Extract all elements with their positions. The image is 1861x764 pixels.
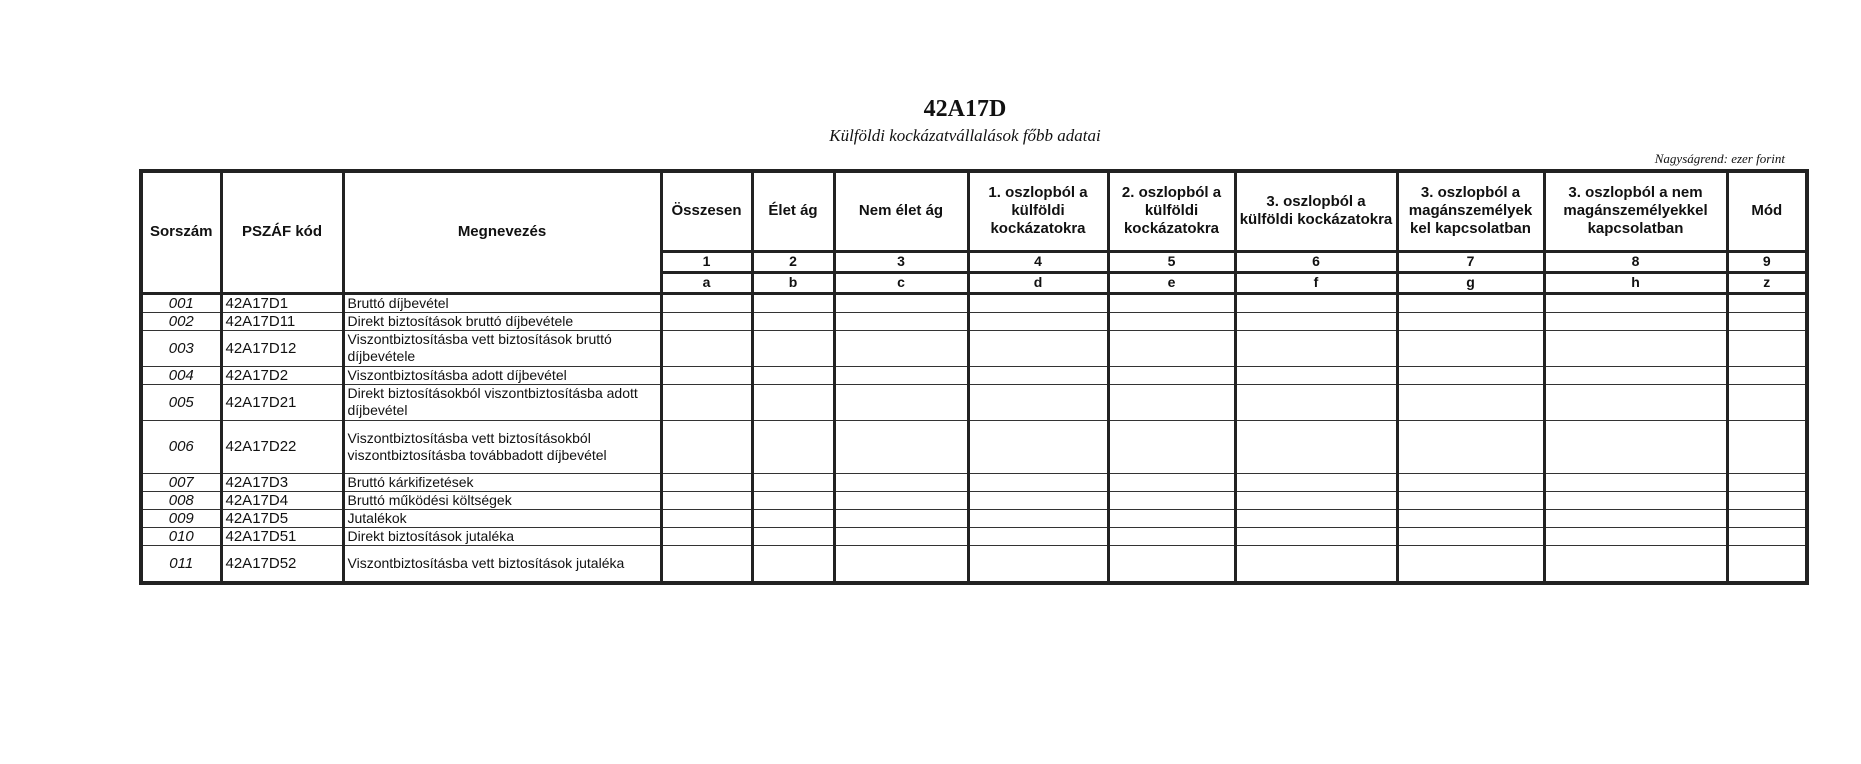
col-number: 5 [1108, 251, 1235, 272]
col-number: 3 [834, 251, 968, 272]
data-cell[interactable] [1397, 545, 1544, 583]
data-cell[interactable] [752, 545, 834, 583]
row-pszaf-kod: 42A17D3 [221, 473, 343, 491]
header-pszaf-kod: PSZÁF kód [221, 171, 343, 293]
data-cell[interactable] [1108, 491, 1235, 509]
data-cell[interactable] [834, 330, 968, 366]
data-cell[interactable] [1108, 293, 1235, 312]
row-pszaf-kod: 42A17D12 [221, 330, 343, 366]
data-cell[interactable] [661, 491, 752, 509]
data-cell[interactable] [752, 366, 834, 384]
data-cell[interactable] [661, 473, 752, 491]
data-cell[interactable] [661, 366, 752, 384]
data-table [139, 169, 1809, 585]
data-cell[interactable] [1544, 330, 1727, 366]
row-megnevezes: Bruttó kárkifizetések [343, 473, 661, 491]
table-row [141, 366, 1807, 384]
row-sorszam: 006 [141, 420, 221, 473]
col-letter: g [1397, 272, 1544, 293]
data-cell[interactable] [1544, 312, 1727, 330]
data-cell[interactable] [1727, 545, 1807, 583]
data-cell[interactable] [834, 509, 968, 527]
data-cell[interactable] [1544, 473, 1727, 491]
data-cell[interactable] [1235, 545, 1397, 583]
row-megnevezes: Direkt biztosítások jutaléka [343, 527, 661, 545]
data-cell[interactable] [1544, 509, 1727, 527]
data-cell[interactable] [968, 330, 1108, 366]
data-cell[interactable] [661, 312, 752, 330]
table-row [141, 420, 1807, 473]
data-cell[interactable] [1397, 293, 1544, 312]
data-cell[interactable] [1108, 330, 1235, 366]
data-cell[interactable] [968, 293, 1108, 312]
data-cell[interactable] [1397, 509, 1544, 527]
col-letter: z [1727, 272, 1807, 293]
row-sorszam: 010 [141, 527, 221, 545]
data-cell[interactable] [1235, 509, 1397, 527]
data-cell[interactable] [661, 509, 752, 527]
row-megnevezes: Bruttó működési költségek [343, 491, 661, 509]
data-cell[interactable] [1544, 491, 1727, 509]
row-megnevezes: Viszontbiztosításba vett biztosításokból viszontbiztosításba továbbadott díjbevétel [343, 420, 661, 473]
row-sorszam: 009 [141, 509, 221, 527]
unit-note: Nagyságrend: ezer forint [1654, 151, 1785, 166]
data-cell[interactable] [968, 420, 1108, 473]
col-number: 1 [661, 251, 752, 272]
page-subtitle: Külföldi kockázatvállalások főbb adatai [829, 126, 1101, 145]
header-sorszam: Sorszám [141, 171, 221, 293]
data-cell[interactable] [968, 473, 1108, 491]
data-cell[interactable] [1544, 293, 1727, 312]
table-row [141, 527, 1807, 545]
row-pszaf-kod: 42A17D4 [221, 491, 343, 509]
data-cell[interactable] [968, 384, 1108, 420]
data-cell[interactable] [1108, 366, 1235, 384]
header-col-3: Nem élet ág [834, 171, 968, 251]
row-sorszam: 005 [141, 384, 221, 420]
row-sorszam: 002 [141, 312, 221, 330]
data-cell[interactable] [1397, 312, 1544, 330]
data-cell[interactable] [1235, 312, 1397, 330]
data-cell[interactable] [661, 527, 752, 545]
data-cell[interactable] [752, 509, 834, 527]
data-cell[interactable] [1235, 384, 1397, 420]
row-megnevezes: Viszontbiztosításba adott díjbevétel [343, 366, 661, 384]
col-number: 4 [968, 251, 1108, 272]
data-cell[interactable] [1727, 366, 1807, 384]
row-sorszam: 011 [141, 545, 221, 583]
header-col-1: Összesen [661, 171, 752, 251]
data-cell[interactable] [1235, 491, 1397, 509]
table-row [141, 293, 1807, 312]
data-cell[interactable] [1544, 527, 1727, 545]
row-sorszam: 001 [141, 293, 221, 312]
data-cell[interactable] [661, 420, 752, 473]
data-cell[interactable] [1235, 420, 1397, 473]
data-cell[interactable] [968, 491, 1108, 509]
data-cell[interactable] [752, 420, 834, 473]
data-cell[interactable] [1727, 527, 1807, 545]
data-cell[interactable] [1397, 366, 1544, 384]
col-letter: b [752, 272, 834, 293]
table-row [141, 312, 1807, 330]
col-number: 2 [752, 251, 834, 272]
row-sorszam: 004 [141, 366, 221, 384]
table-row [141, 509, 1807, 527]
table-row [141, 491, 1807, 509]
row-pszaf-kod: 42A17D2 [221, 366, 343, 384]
col-letter: f [1235, 272, 1397, 293]
data-cell[interactable] [1108, 473, 1235, 491]
data-cell[interactable] [1235, 527, 1397, 545]
table-row [141, 384, 1807, 420]
data-cell[interactable] [1727, 312, 1807, 330]
row-megnevezes: Direkt biztosítások bruttó díjbevétele [343, 312, 661, 330]
row-pszaf-kod: 42A17D5 [221, 509, 343, 527]
data-cell[interactable] [1235, 366, 1397, 384]
header-col-5: 2. oszlopból a külföldi kockázatokra [1108, 171, 1235, 251]
col-letter: d [968, 272, 1108, 293]
row-megnevezes: Direkt biztosításokból viszontbiztosításba adott díjbevétel [343, 384, 661, 420]
col-number: 7 [1397, 251, 1544, 272]
row-pszaf-kod: 42A17D52 [221, 545, 343, 583]
row-sorszam: 003 [141, 330, 221, 366]
col-number: 9 [1727, 251, 1807, 272]
row-sorszam: 008 [141, 491, 221, 509]
data-cell[interactable] [1727, 330, 1807, 366]
header-col-9: Mód [1727, 171, 1807, 251]
data-cell[interactable] [968, 545, 1108, 583]
table-row [141, 330, 1807, 366]
data-cell[interactable] [1727, 384, 1807, 420]
data-cell[interactable] [661, 293, 752, 312]
data-cell[interactable] [752, 527, 834, 545]
col-letter: a [661, 272, 752, 293]
data-cell[interactable] [752, 293, 834, 312]
col-letter: h [1544, 272, 1727, 293]
row-sorszam: 007 [141, 473, 221, 491]
header-col-8: 3. oszlopból a nem magánszemélyekkel kapcsolatban [1544, 171, 1727, 251]
row-pszaf-kod: 42A17D11 [221, 312, 343, 330]
data-cell[interactable] [1397, 491, 1544, 509]
data-cell[interactable] [1108, 312, 1235, 330]
data-cell[interactable] [834, 473, 968, 491]
data-cell[interactable] [834, 527, 968, 545]
col-number: 8 [1544, 251, 1727, 272]
data-cell[interactable] [834, 545, 968, 583]
data-cell[interactable] [752, 491, 834, 509]
data-cell[interactable] [1397, 330, 1544, 366]
table-row [141, 545, 1807, 583]
data-cell[interactable] [1235, 473, 1397, 491]
data-cell[interactable] [1544, 420, 1727, 473]
data-cell[interactable] [1397, 473, 1544, 491]
data-cell[interactable] [1397, 420, 1544, 473]
data-cell[interactable] [752, 384, 834, 420]
table-row [141, 473, 1807, 491]
row-megnevezes: Viszontbiztosításba vett biztosítások bruttó díjbevétele [343, 330, 661, 366]
data-cell[interactable] [1727, 491, 1807, 509]
data-cell[interactable] [1108, 384, 1235, 420]
data-cell[interactable] [1397, 384, 1544, 420]
col-number: 6 [1235, 251, 1397, 272]
header-megnevezes: Megnevezés [343, 171, 661, 293]
data-cell[interactable] [661, 384, 752, 420]
data-cell[interactable] [834, 312, 968, 330]
row-megnevezes: Jutalékok [343, 509, 661, 527]
data-cell[interactable] [1235, 293, 1397, 312]
page-title: 42A17D [923, 96, 1007, 122]
data-cell[interactable] [968, 366, 1108, 384]
data-cell[interactable] [834, 293, 968, 312]
data-cell[interactable] [752, 330, 834, 366]
data-cell[interactable] [834, 491, 968, 509]
row-pszaf-kod: 42A17D51 [221, 527, 343, 545]
row-megnevezes: Viszontbiztosításba vett biztosítások jutaléka [343, 545, 661, 583]
row-pszaf-kod: 42A17D21 [221, 384, 343, 420]
data-cell[interactable] [1108, 420, 1235, 473]
row-pszaf-kod: 42A17D1 [221, 293, 343, 312]
data-cell[interactable] [1727, 509, 1807, 527]
data-cell[interactable] [752, 312, 834, 330]
data-cell[interactable] [968, 527, 1108, 545]
data-cell[interactable] [1397, 527, 1544, 545]
col-letter: e [1108, 272, 1235, 293]
data-cell[interactable] [834, 384, 968, 420]
data-cell[interactable] [661, 545, 752, 583]
data-cell[interactable] [968, 312, 1108, 330]
data-cell[interactable] [834, 366, 968, 384]
data-cell[interactable] [1727, 473, 1807, 491]
data-cell[interactable] [1108, 527, 1235, 545]
data-cell[interactable] [1544, 384, 1727, 420]
data-cell[interactable] [1544, 545, 1727, 583]
row-pszaf-kod: 42A17D22 [221, 420, 343, 473]
data-cell[interactable] [661, 330, 752, 366]
data-cell[interactable] [1727, 293, 1807, 312]
header-col-2: Élet ág [752, 171, 834, 251]
data-cell[interactable] [1544, 366, 1727, 384]
data-cell[interactable] [1108, 545, 1235, 583]
col-letter: c [834, 272, 968, 293]
data-cell[interactable] [1235, 330, 1397, 366]
data-cell[interactable] [834, 420, 968, 473]
data-cell[interactable] [1727, 420, 1807, 473]
header-col-6: 3. oszlopból a külföldi kockázatokra [1235, 171, 1397, 251]
data-cell[interactable] [968, 509, 1108, 527]
header-col-7: 3. oszlopból a magánszemélyek kel kapcsolatban [1397, 171, 1544, 251]
data-cell[interactable] [752, 473, 834, 491]
data-cell[interactable] [1108, 509, 1235, 527]
row-megnevezes: Bruttó díjbevétel [343, 293, 661, 312]
header-col-4: 1. oszlopból a külföldi kockázatokra [968, 171, 1108, 251]
